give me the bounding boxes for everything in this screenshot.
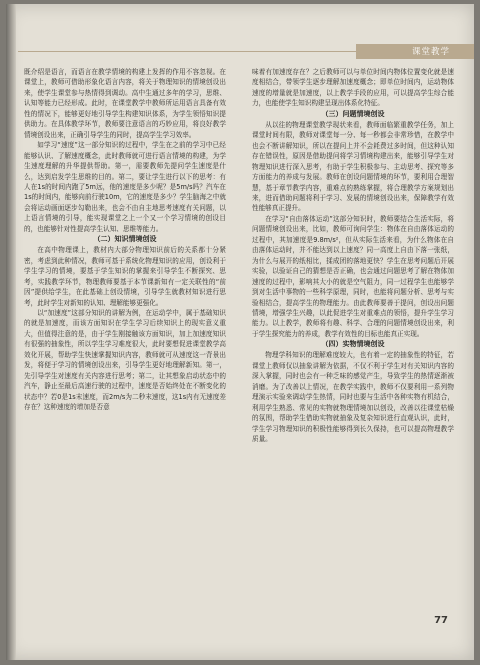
paragraph: 在学习“自由落体运动”这部分知识时，教师要结合生活实际，将问题情境创设出来，比如，教师可询问学生：物体在自由落体运动的过程中，其加速度是9.8m/s²，但从实际生活来看，为什么物体在自由落体运动时，并不能达到以上速度？同一高度上自由下落一张纸，为什么与展开的纸相比，揉成团的落地更快？学生在思考问题后开展实验，以验证自己的猜想是否正确，也会通过问题思考了解在物体加速度的过程中，影响其大小的就是空气阻力，同一过程学生也能够学到对生活中事物的一些科学原理，同时，也能将问题分析、思考与实验相结合，提高学生的物理能力。由此教师要善于提问，创设出问题情境，增强学生兴趣，以此促进学生对重难点的领悟，提升学生学习能力。以上教学，教师将有趣、科学、合理的问题情境创设出来，利于学生探究能力的养成，教学有效性的目标也能真正实现。 (252, 214, 454, 338)
paragraph: 如学习“速度”这一部分知识的过程中，学生在之前的学习中已经能够认识、了解速度概念，此时教师就可进行语言情境的构建，为学生速度理解的升华提供帮助。第一，需要教师先提问学生速度是什么，达到启发学生思维的目的。第二，要让学生进行以下的思考：有人在1s的时间内跑了5m远，他的速度是多少呢？是5m/s吗？汽车在1s的时间内，能够向前行驶10m，它的速度是多少？学生脑海之中就会将运动画面逐步勾勒出来，也会不由自主地思考速度有关问题，以上语言情境的引导，能实现课堂之上一个又一个学习情境的创设目的，也能够针对性提高学生认知、思维等能力。 (24, 141, 226, 233)
right-column (252, 67, 454, 444)
paragraph: 味着有加速度存在？之后教师可以与单位时间内物体位置变化就是速度相结合，带领学生逐步理解加速度概念；即单位时间内，运动物体速度的增量就是加速度，以上教学手段的应用，可以提高学生综合能力，也能使学生知识构建呈现出体系化特征。 (252, 68, 454, 108)
section-heading: （二）知识情境创设 (93, 235, 157, 244)
header-rule (18, 51, 356, 52)
left-column (24, 67, 226, 413)
book-page (6, 4, 474, 660)
paragraph: 以“加速度”这部分知识的讲解为例，在运动学中，属于基础知识的就是加速度，而该方面知识在学生学习后续知识上的现实意义重大，但值得注意的是，由于学生刚接触该方面知识，加上加速度知识有很强的抽象性，所以学生学习难度很大，此时要想促进课堂教学高效化开展，帮助学生快速掌握知识内容，教师就可从速度这一背景出发，将便于学习的情境创设出来，引导学生更好地理解新知。第一，先引导学生对速度有关内容进行思考；第二，让其想象启动状态中的汽车，静止至最后高速行驶的过程中，速度是否始终处在不断变化的状态中？若0是1s末速度，而2m/s为二秒末速度，这1s内有无速度差存在？这种速度的增加是否意 (24, 308, 226, 412)
paragraph: 物理学科知识的理解难度较大，也有着一定的抽象性的特征，若课堂上教师仅以抽象讲解为依据，不仅不利于学生对有关知识内容的深入掌握，同时也会有一种乏味的感觉产生，导致学生的热情逐渐被消磨。为了改善以上情况，在教学实践中，教师不仅要利用一系列物理演示实验来调动学生热情，同时也要与生活中各种实物有机结合，利用学生熟悉、常见的实物就物理情境加以创设，改善以往课堂枯燥的氛围，帮助学生借助实物就抽象及复杂知识进行直观认识，此时，学生学习物理知识的积极性能够得到长久保持，也可以提高物理教学质量。 (252, 351, 454, 443)
section-heading: （三）问题情境创设 (321, 109, 385, 118)
paragraph: 从以往的物理课堂教学现状来看，教师面临繁重教学任务，加上课堂时间有限，教师对课堂每一分、每一秒都会非常珍惜，在教学中也会不断讲解知识，所以在提问上并不会耗费过多时间，但这种认知存在错误性，原因是借助提问将学习情境构建出来，能够引导学生对物理知识进行深入思考，有助于学生积极参与、主动思考、探究等多方面能力的养成与发展。教师在创设问题情境的环节，要利用合理智慧，基于章节教学内容，重难点的熟练掌握，将合理教学方案规划出来，进而借助问题将利于学习、发展的情境创设出来，保障教学有效性能够真正提升。 (252, 120, 454, 213)
section-label: 课堂教学 (411, 47, 450, 57)
paragraph: 在高中物理课上，教材内大部分物理知识前后的关系都十分紧密，考虑到此种情况，教师可基于系统化物理知识的应用，创设利于学生学习的情境，要基于学生知识的掌握来引导学生不断探究、思考，实践教学环节，物理教师要基于本节课新知有一定关联性的“前因”提供给学生，在此基础上创设情境，引导学生就教材知识进行思考，此时学生对新知的认知、理解能够更强化。 (24, 246, 226, 307)
section-heading: （四）实物情境创设 (321, 340, 385, 349)
page-number: 77 (434, 615, 448, 626)
paragraph: 既介绍是语言，而语言在教学情境的构建上发挥的作用不容忽视。在课堂上，教师可借助形象化语言内容，将关于物理知识的情境创设出来，使学生课堂参与热情得到调动。高中生通过多年的学习，思维、认知等能力已经形成。此时，在课堂教学中教师所运用语言具备有效性的情况下，能够更好地引导学生构建知识体系，为学生领悟知识提供助力。在具体教学环节，教师要注意语言的巧妙应用，将良好教学情境创设出来，正确引导学生的同时，提高学生学习效率。 (24, 68, 226, 139)
book-spine-shadow (6, 4, 16, 660)
